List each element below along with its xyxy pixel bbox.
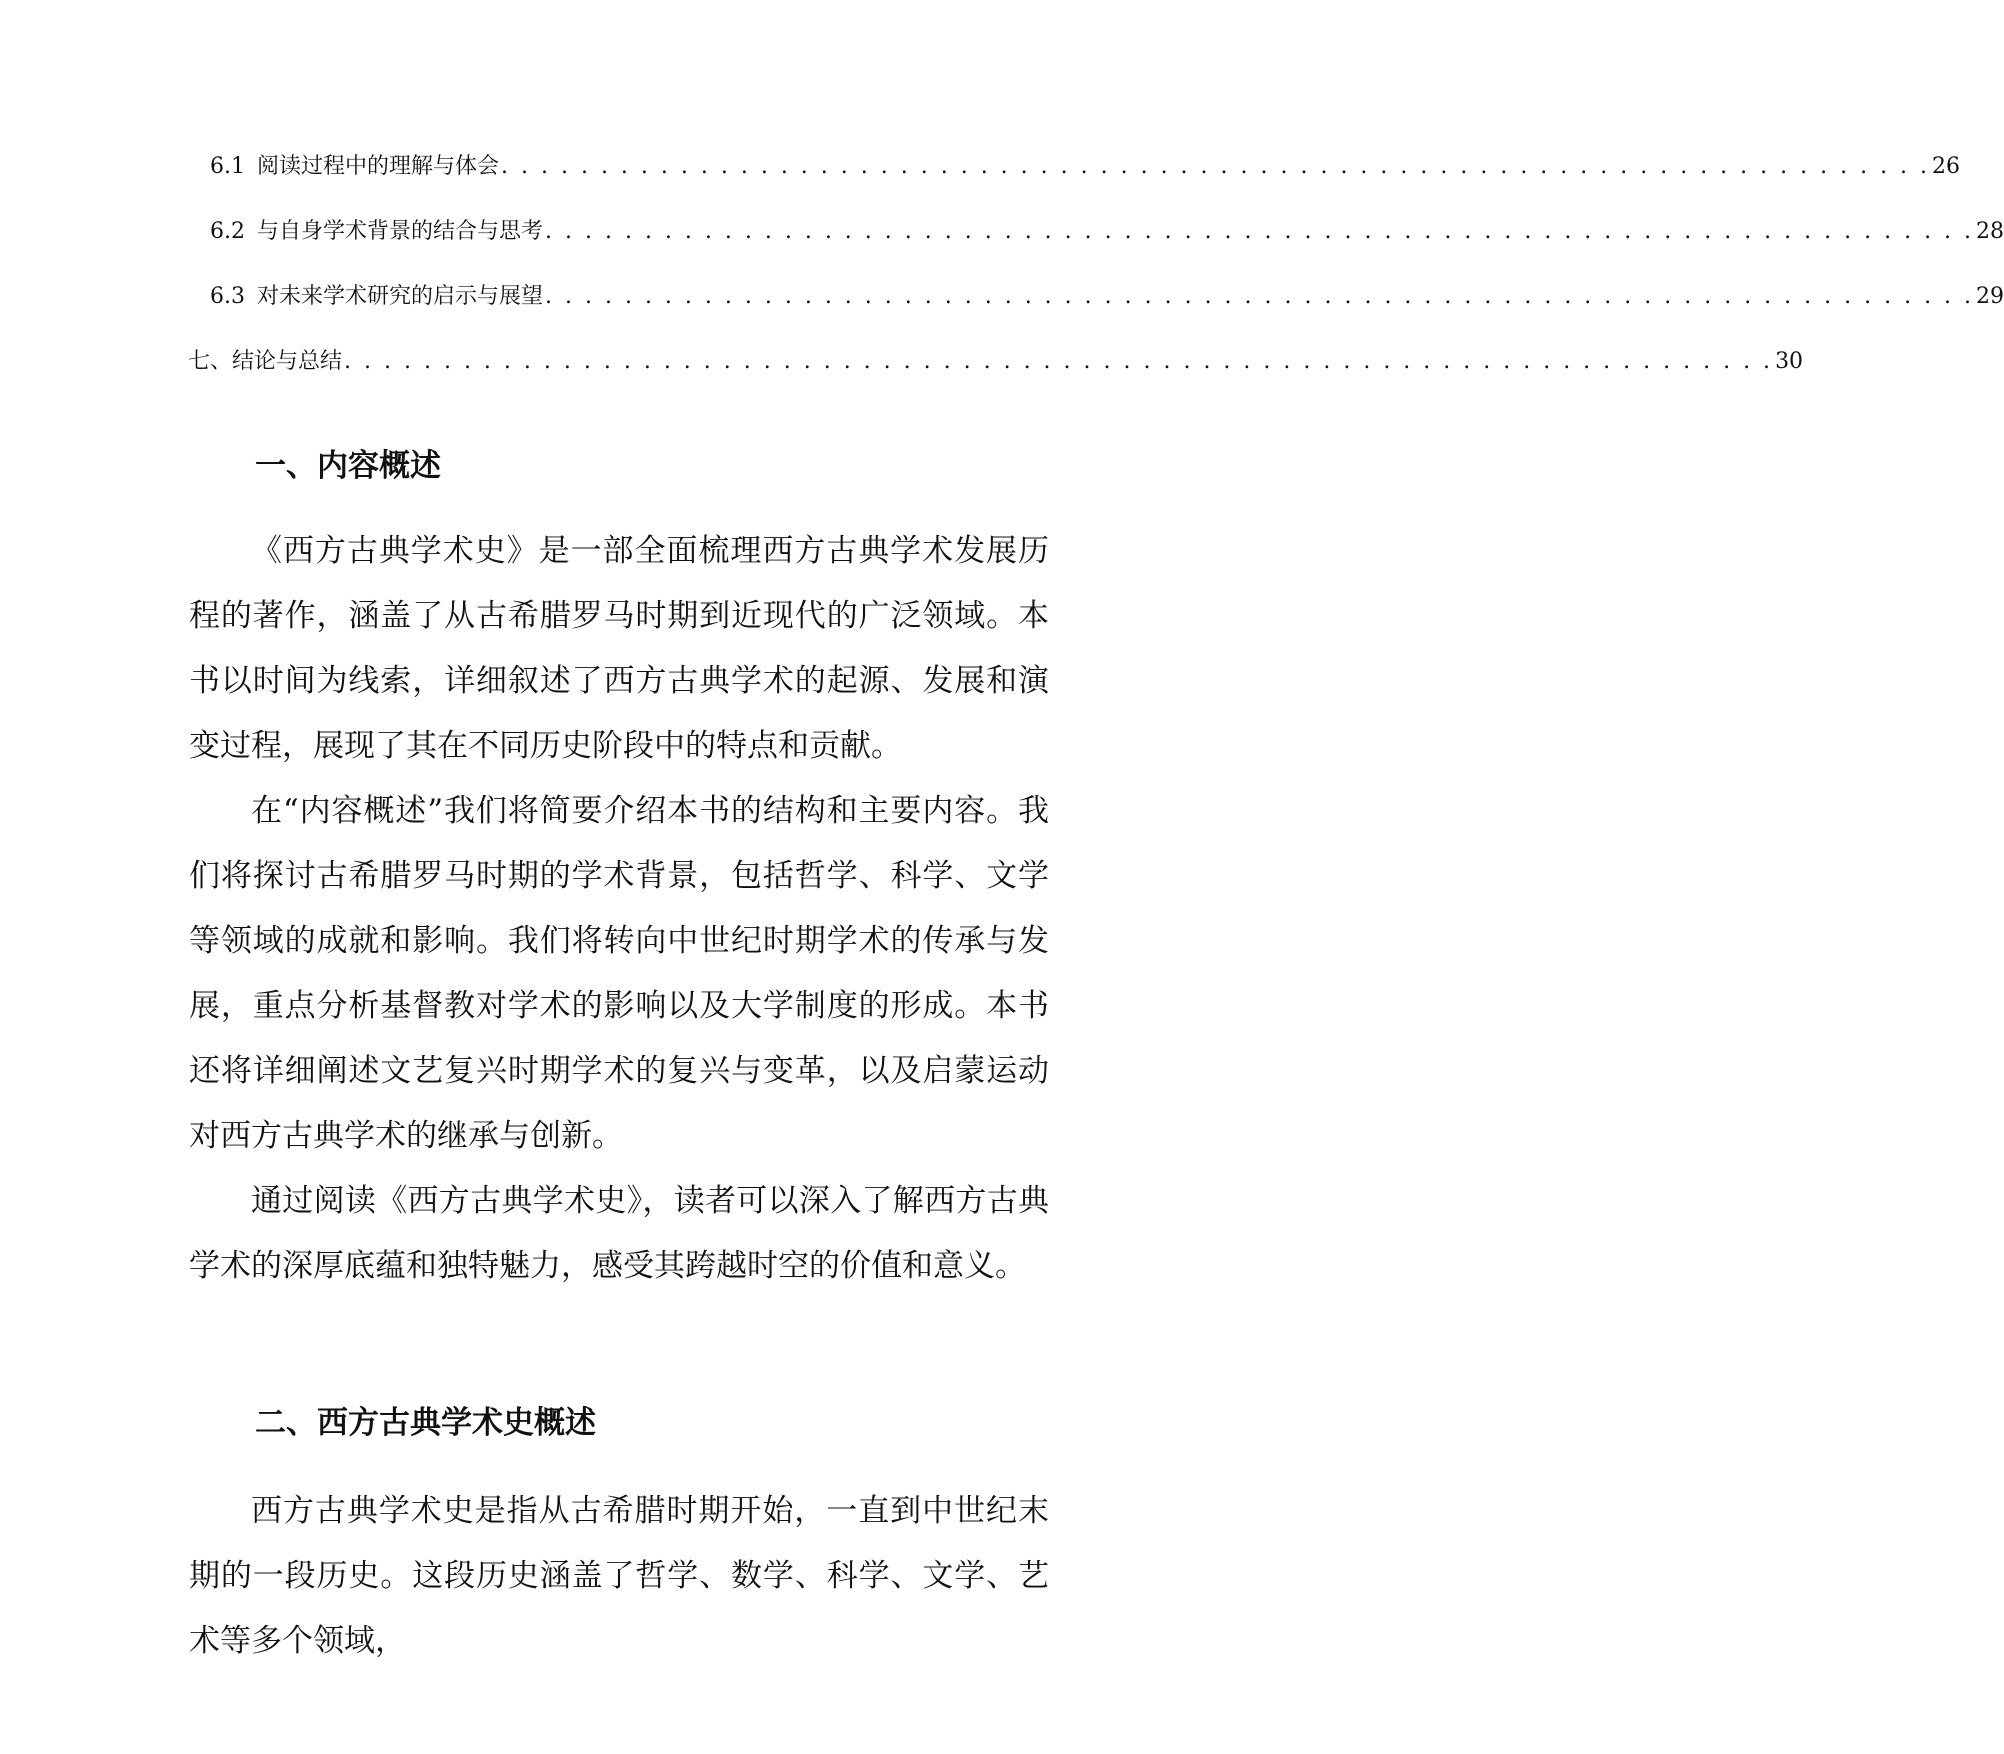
toc-entry-title: 阅读过程中的理解与体会 [257,154,500,179]
body-paragraph: 在“内容概述”我们将简要介绍本书的结构和主要内容。我们将探讨古希腊罗马时期的学术背景，包括哲学、科学、文学等领域的成就和影响。我们将转向中世纪时期学术的传承与发展，重点分析基督教对学术的影响以及大学制度的形成。本书还将详细阐述文艺复兴时期学术的复兴与变革，以及启蒙运动对西方古典学术的继承与创新。 [189,793,1049,1154]
toc-entry-title: 与自身学术背景的结合与思考 [257,219,544,244]
toc-entry-page: 26 [1932,154,1961,179]
toc-entry-number: 七、 [188,349,233,374]
toc-entry-page: 29 [1976,284,2004,309]
toc-leader-dots: . . . . . . . . . . . . . . . . . . . . . . . . . . . . . . . . . . . . . . . . . . . . . . . . . . . . . . . . . . . . . . . . . . . . . . . . [545,219,1975,244]
toc-entry[interactable] [210,280,2004,314]
toc-entry-number: 6.2 [210,219,245,244]
toc-entry-title: 对未来学术研究的启示与展望 [257,284,544,309]
toc-entry-number: 6.1 [210,154,245,179]
toc-entry[interactable] [210,215,2004,249]
toc-entry-title: 结论与总结 [232,349,343,374]
toc-entry[interactable] [210,150,1961,184]
toc-leader-dots: . . . . . . . . . . . . . . . . . . . . . . . . . . . . . . . . . . . . . . . . . . . . . . . . . . . . . . . . . . . . . . . . . . . . . . . . [344,349,1774,374]
body-paragraph: 《西方古典学术史》是一部全面梳理西方古典学术发展历程的著作，涵盖了从古希腊罗马时期到近现代的广泛领域。本书以时间为线索，详细叙述了西方古典学术的起源、发展和演变过程，展现了其在不同历史阶段中的特点和贡献。 [189,533,1049,764]
section-heading: 一、内容概述 [255,448,441,484]
toc-entry[interactable] [188,345,1804,379]
toc-leader-dots: . . . . . . . . . . . . . . . . . . . . . . . . . . . . . . . . . . . . . . . . . . . . . . . . . . . . . . . . . . . . . . . . . . . . . . . . [501,154,1931,179]
section-body [189,1479,1049,1674]
toc-entry-page: 28 [1976,219,2004,244]
section-heading: 二、西方古典学术史概述 [255,1405,596,1441]
toc-entry-page: 30 [1775,349,1804,374]
toc-leader-dots: . . . . . . . . . . . . . . . . . . . . . . . . . . . . . . . . . . . . . . . . . . . . . . . . . . . . . . . . . . . . . . . . . . . . . . . . [545,284,1975,309]
body-paragraph: 通过阅读《西方古典学术史》，读者可以深入了解西方古典学术的深厚底蕴和独特魅力，感受其跨越时空的价值和意义。 [189,1183,1049,1284]
body-paragraph: 西方古典学术史是指从古希腊时期开始，一直到中世纪末期的一段历史。这段历史涵盖了哲学、数学、科学、文学、艺术等多个领域， [189,1493,1049,1659]
toc-entry-number: 6.3 [210,284,245,309]
section-body [189,519,1049,1299]
